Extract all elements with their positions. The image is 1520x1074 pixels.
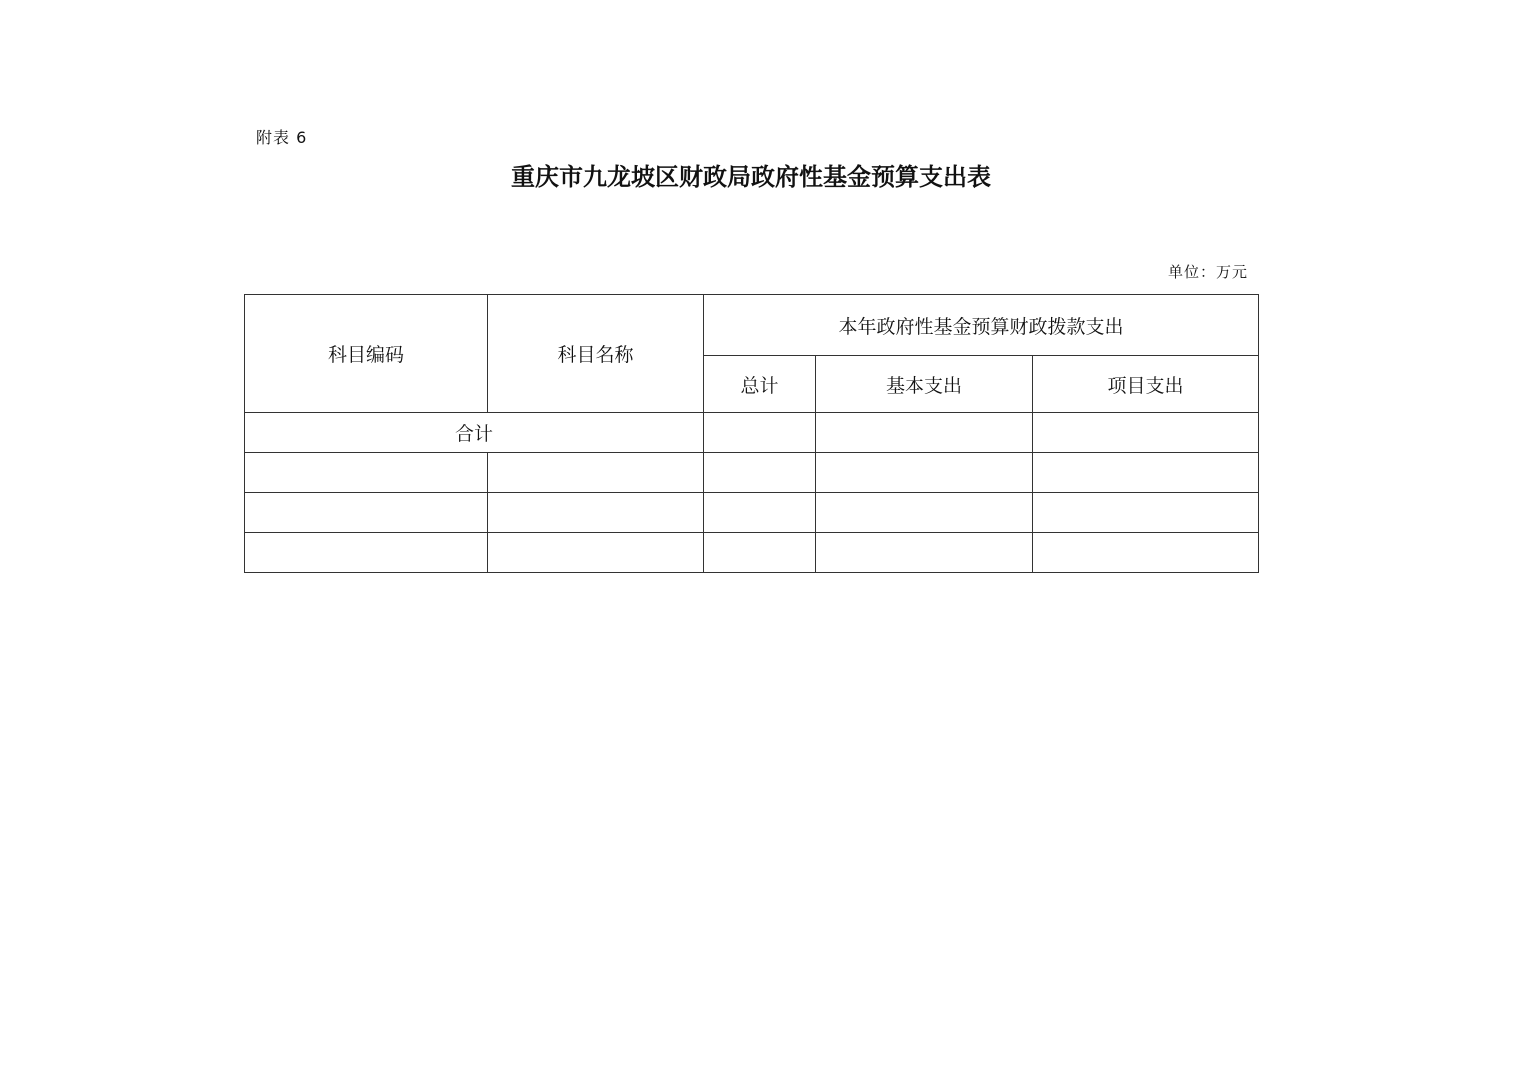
cell-code bbox=[245, 493, 488, 533]
summary-label: 合计 bbox=[245, 413, 704, 453]
cell-total bbox=[704, 493, 816, 533]
header-subject-name: 科目名称 bbox=[488, 295, 704, 413]
cell-project bbox=[1033, 533, 1259, 573]
summary-project bbox=[1033, 413, 1259, 453]
cell-code bbox=[245, 453, 488, 493]
cell-project bbox=[1033, 493, 1259, 533]
header-project: 项目支出 bbox=[1033, 356, 1259, 413]
summary-row bbox=[245, 413, 1259, 453]
unit-label: 单位：万元 bbox=[1167, 263, 1248, 281]
cell-total bbox=[704, 453, 816, 493]
cell-code bbox=[245, 533, 488, 573]
summary-total bbox=[704, 413, 816, 453]
cell-total bbox=[704, 533, 816, 573]
summary-basic bbox=[816, 413, 1033, 453]
cell-basic bbox=[816, 533, 1033, 573]
table-row bbox=[245, 453, 1259, 493]
header-row-1 bbox=[245, 295, 1259, 356]
header-basic: 基本支出 bbox=[816, 356, 1033, 413]
cell-basic bbox=[816, 453, 1033, 493]
table-row bbox=[245, 493, 1259, 533]
cell-name bbox=[488, 493, 704, 533]
cell-name bbox=[488, 533, 704, 573]
attachment-label: 附表 6 bbox=[256, 128, 308, 147]
cell-project bbox=[1033, 453, 1259, 493]
header-subject-code: 科目编码 bbox=[245, 295, 488, 413]
page-title: 重庆市九龙坡区财政局政府性基金预算支出表 bbox=[511, 162, 991, 191]
header-total: 总计 bbox=[704, 356, 816, 413]
table-row bbox=[245, 533, 1259, 573]
header-group: 本年政府性基金预算财政拨款支出 bbox=[704, 295, 1259, 356]
cell-basic bbox=[816, 493, 1033, 533]
budget-table bbox=[244, 294, 1259, 573]
cell-name bbox=[488, 453, 704, 493]
